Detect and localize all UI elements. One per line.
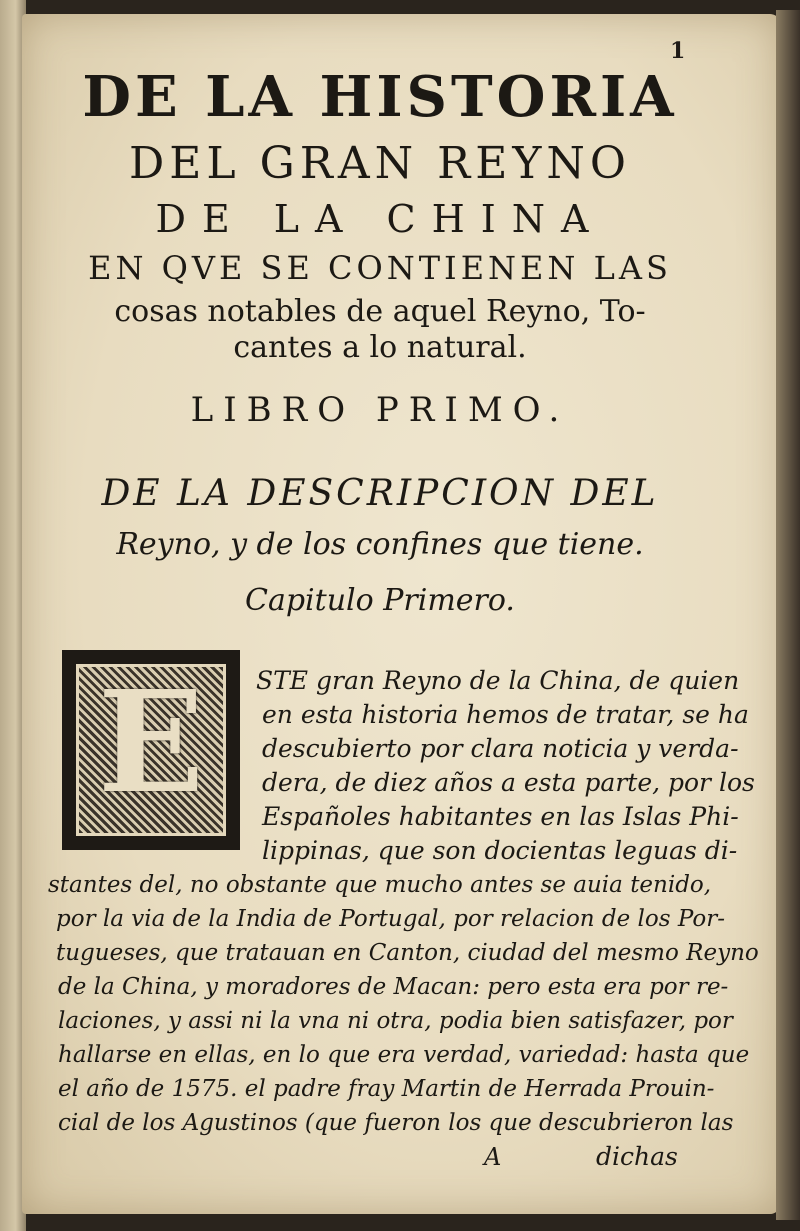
body-line: stantes del, no obstante que mucho antes se auia tenido, <box>48 872 712 898</box>
chapter-heading-3: Capitulo Primero. <box>245 583 515 618</box>
chapter-heading-1: DE LA DESCRIPCION DEL <box>101 473 659 514</box>
chapter-heading-2: Reyno, y de los confines que tiene. <box>116 527 644 562</box>
body-line: dera, de diez años a esta parte, por los <box>262 768 755 797</box>
body-line: Españoles habitantes en las Islas Phi- <box>262 802 739 831</box>
folio-number: 1 <box>670 38 686 64</box>
body-line: hallarse en ellas, en lo que era verdad, variedad: hasta que <box>58 1042 750 1068</box>
body-line: por la via de la India de Portugal, por relacion de los Por- <box>56 906 726 932</box>
title-line-2: DEL GRAN REYNO <box>128 138 631 189</box>
body-line: en esta historia hemos de tratar, se ha <box>262 700 749 729</box>
book-heading: LIBRO PRIMO. <box>190 390 570 430</box>
initial-letter: E <box>97 661 205 825</box>
body-line: STE gran Reyno de la China, de quien <box>256 666 740 695</box>
body-line: cial de los Agustinos (que fueron los que descubrieron las <box>58 1110 734 1136</box>
title-line-4: EN QVE SE CONTIENEN LAS <box>88 249 672 287</box>
title-line-3: DE LA CHINA <box>155 197 605 241</box>
body-line: lippinas, que son docientas leguas di- <box>262 836 738 865</box>
decorated-initial <box>62 650 240 850</box>
body-line: tugueses, que tratauan en Canton, ciudad del mesmo Reyno <box>56 940 759 966</box>
title-line-5: cosas notables de aquel Reyno, To- <box>114 294 646 329</box>
signature-mark: A <box>484 1143 502 1171</box>
title-line-6: cantes a lo natural. <box>233 330 527 365</box>
catchword: dichas <box>596 1142 678 1171</box>
body-line: de la China, y moradores de Macan: pero esta era por re- <box>58 974 729 1000</box>
body-line: el año de 1575. el padre fray Martin de Herrada Prouin- <box>58 1076 715 1102</box>
right-page-edge <box>776 10 800 1220</box>
body-line: laciones, y assi ni la vna ni otra, podia bien satisfazer, por <box>58 1008 733 1034</box>
title-line-1: DE LA HISTORIA <box>82 64 678 130</box>
body-line: descubierto por clara noticia y verda- <box>262 734 739 763</box>
